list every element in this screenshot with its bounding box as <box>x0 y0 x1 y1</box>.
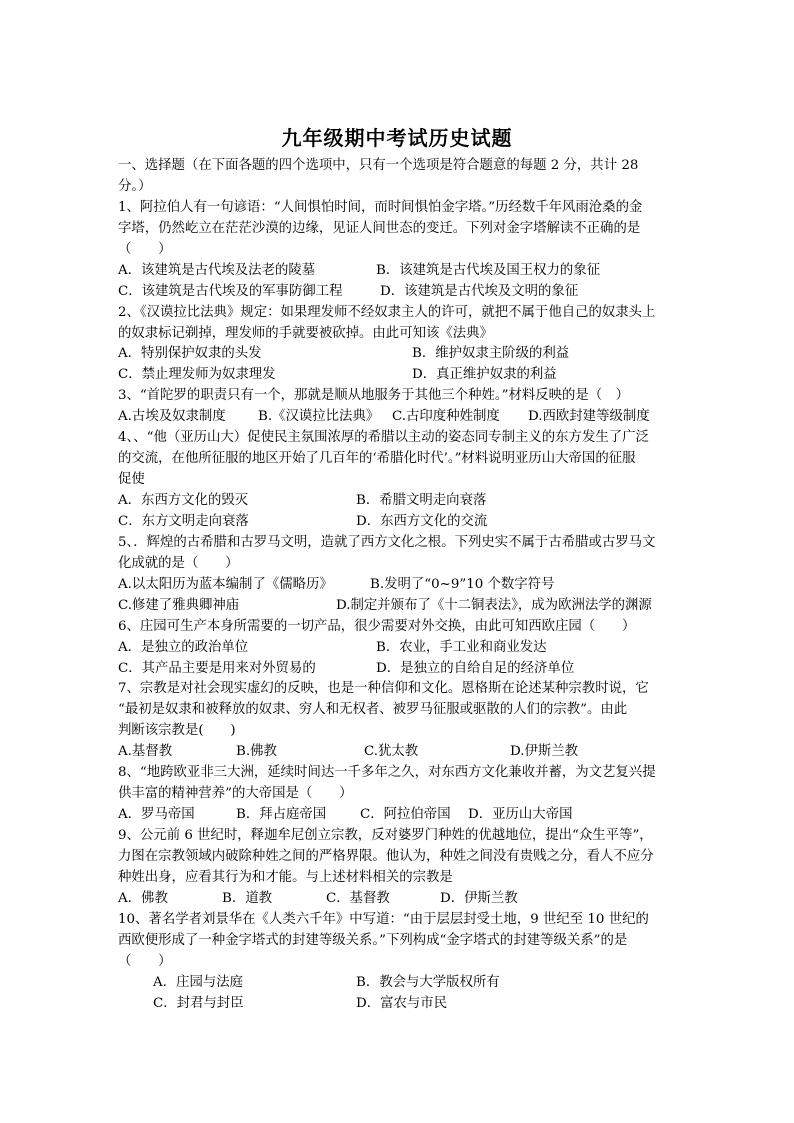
question-10-options <box>118 994 680 1015</box>
question-9-text: 9、公元前 6 世纪时，释迦牟尼创立宗教，反对婆罗门种姓的优越地位，提出“众生平等”， <box>118 828 653 843</box>
question-10-text: （ ） <box>118 953 172 969</box>
question-9-text: 力图在宗教领域内破除种姓之间的严格界限。他认为，种姓之间没有贵贱之分，看人不应分 <box>118 848 654 864</box>
question-5-options <box>118 575 680 596</box>
exam-content <box>118 156 680 1014</box>
option-b: B.佛教 <box>236 744 277 760</box>
option-c: C．东方文明走向衰落 <box>118 513 249 529</box>
option-d: D．是独立的自给自足的经济单位 <box>376 660 575 676</box>
option-a: A．是独立的政治单位 <box>118 639 249 655</box>
option-c: C．该建筑是古代埃及的军事防御工程 <box>118 283 343 299</box>
question-4-text: 的交流，在他所征服的地区开始了几百年的‘希腊化时代’。”材料说明亚历山大帝国的征服 <box>118 451 636 467</box>
option-d: D.制定并颁布了《十二铜表法》，成为欧洲法学的渊源 <box>336 597 652 613</box>
option-c: C．其产品主要是用来对外贸易的 <box>118 660 316 676</box>
question-7-text: 7、宗教是对社会现实虚幻的反映，也是一种信仰和文化。恩格斯在论述某种宗教时说，它 <box>118 681 649 697</box>
option-b: B.《汉谟拉比法典》 <box>258 409 380 425</box>
question-4-text: 促使 <box>118 472 145 488</box>
option-c: C．封君与封臣 <box>153 995 244 1011</box>
question-7-text: “最初是奴隶和被释放的奴隶、穷人和无权者、被罗马征服或驱散的人们的宗教”。由此 <box>118 702 628 718</box>
option-d: D.西欧封建等级制度 <box>528 409 650 425</box>
option-c: C．阿拉伯帝国 <box>360 807 451 823</box>
question-2-text: 的奴隶标记剃掉，理发师的手就要被砍掉。由此可知该《法典》 <box>118 325 493 341</box>
question-2-options <box>118 344 680 365</box>
question-9-text: 种姓出身，应看其行为和才能。与上述材料相关的宗教是 <box>118 869 453 885</box>
option-a: A．佛教 <box>118 890 168 906</box>
question-7-options <box>118 742 680 763</box>
option-d: D．东西方文化的交流 <box>356 513 488 529</box>
question-1-text: 字塔，仍然屹立在茫茫沙漠的边缘，见证人间世态的变迁。下列对金字塔解读不正确的是 <box>118 220 641 236</box>
question-6-options <box>118 638 680 659</box>
option-b: B．该建筑是古代埃及国王权力的象征 <box>376 262 601 278</box>
question-5-text: 化成就的是（ ） <box>118 555 239 571</box>
option-a: A.古埃及奴隶制度 <box>118 409 226 425</box>
question-1-options <box>118 282 680 303</box>
question-3-text: 3、“首陀罗的职责只有一个，那就是顺从地服务于其他三个种姓。”材料反映的是（ ） <box>118 388 629 404</box>
option-b: B．教会与大学版权所有 <box>356 974 500 990</box>
question-4-options <box>118 491 680 512</box>
page-title: 九年级期中考试历史试题 <box>281 126 513 150</box>
question-4-text: 4、、“他（亚历山大）促使民主氛围浓厚的希腊以主动的姿态同专制主义的东方发生了广泛 <box>118 430 649 446</box>
option-b: B．拜占庭帝国 <box>236 807 327 823</box>
option-a: A．该建筑是古代埃及法老的陵墓 <box>118 262 316 278</box>
option-d: D.伊斯兰教 <box>510 744 579 760</box>
option-b: B.发明了“0~9”10 个数字符号 <box>370 576 555 592</box>
option-a: A．罗马帝国 <box>118 807 195 823</box>
question-8-text: 供丰富的精神营养”的大帝国是（ ） <box>118 786 353 802</box>
question-10-text: 10、著名学者刘景华在《人类六千年》中写道：“由于层层封受土地，9 世纪至 10 世纪的 <box>118 911 649 927</box>
option-c: C.犹太教 <box>364 744 419 760</box>
question-10-text: 西欧便形成了一种金字塔式的封建等级关系。”下列构成“金字塔式的封建等级关系”的是 <box>118 932 628 948</box>
question-1-options <box>118 261 680 282</box>
option-a: A．特别保护奴隶的头发 <box>118 346 262 362</box>
option-b: B．道教 <box>222 890 273 906</box>
option-c: C.修建了雅典卿神庙 <box>118 597 240 613</box>
option-d: D．亚历山大帝国 <box>468 807 573 823</box>
option-d: D．真正维护奴隶的利益 <box>412 367 557 383</box>
option-d: D．富农与市民 <box>356 995 448 1011</box>
section-heading: 一、选择题（在下面各题的四个选项中，只有一个选项是符合题意的每题 2 分，共计 28 <box>118 158 639 173</box>
question-5-options <box>118 596 680 617</box>
question-7-text: 判断该宗教是( ) <box>118 723 236 739</box>
question-8-options <box>118 805 680 826</box>
option-c: C．禁止理发师为奴隶理发 <box>118 367 276 383</box>
option-a: A．东西方文化的毁灭 <box>118 493 249 508</box>
section-heading: 分。） <box>118 178 152 194</box>
question-6-options <box>118 659 680 680</box>
option-a: A.基督教 <box>118 744 173 760</box>
question-5-text: 5、．辉煌的古希腊和古罗马文明，造就了西方文化之根。下列史实不属于古希腊或古罗马文 <box>118 534 656 550</box>
option-c: C．基督教 <box>326 890 390 906</box>
option-a: A．庄园与法庭 <box>153 974 244 990</box>
question-2-options <box>118 365 680 386</box>
option-b: B．农业，手工业和商业发达 <box>376 639 547 655</box>
option-c: C.古印度种姓制度 <box>392 409 500 425</box>
option-b: B．维护奴隶主阶级的利益 <box>412 346 570 362</box>
question-3-options <box>118 407 680 428</box>
question-10-options <box>118 973 680 994</box>
question-8-text: 8、“地跨欧亚非三大洲，延续时间达一千多年之久，对东西方文化兼收并蓄，为文艺复兴提 <box>118 765 656 781</box>
question-6-text: 6、庄园可生产本身所需要的一切产品，很少需要对外交换，由此可知西欧庄园（ ） <box>118 618 636 634</box>
question-4-options <box>118 512 680 533</box>
option-a: A.以太阳历为蓝本编制了《儒略历》 <box>118 576 333 592</box>
option-b: B．希腊文明走向衰落 <box>356 493 487 508</box>
option-d: D．伊斯兰教 <box>440 890 518 906</box>
question-2-text: 2、《汉谟拉比法典》规定：如果理发师不经奴隶主人的许可，就把不属于他自己的奴隶头上 <box>118 304 656 320</box>
question-1-text: 1、阿拉伯人有一句谚语：“人间惧怕时间，而时间惧怕金字塔。”历经数千年风雨沧桑的金 <box>118 199 643 215</box>
question-1-text: （ ） <box>118 241 172 257</box>
option-d: D．该建筑是古代埃及文明的象征 <box>380 283 579 299</box>
question-9-options <box>118 889 680 910</box>
